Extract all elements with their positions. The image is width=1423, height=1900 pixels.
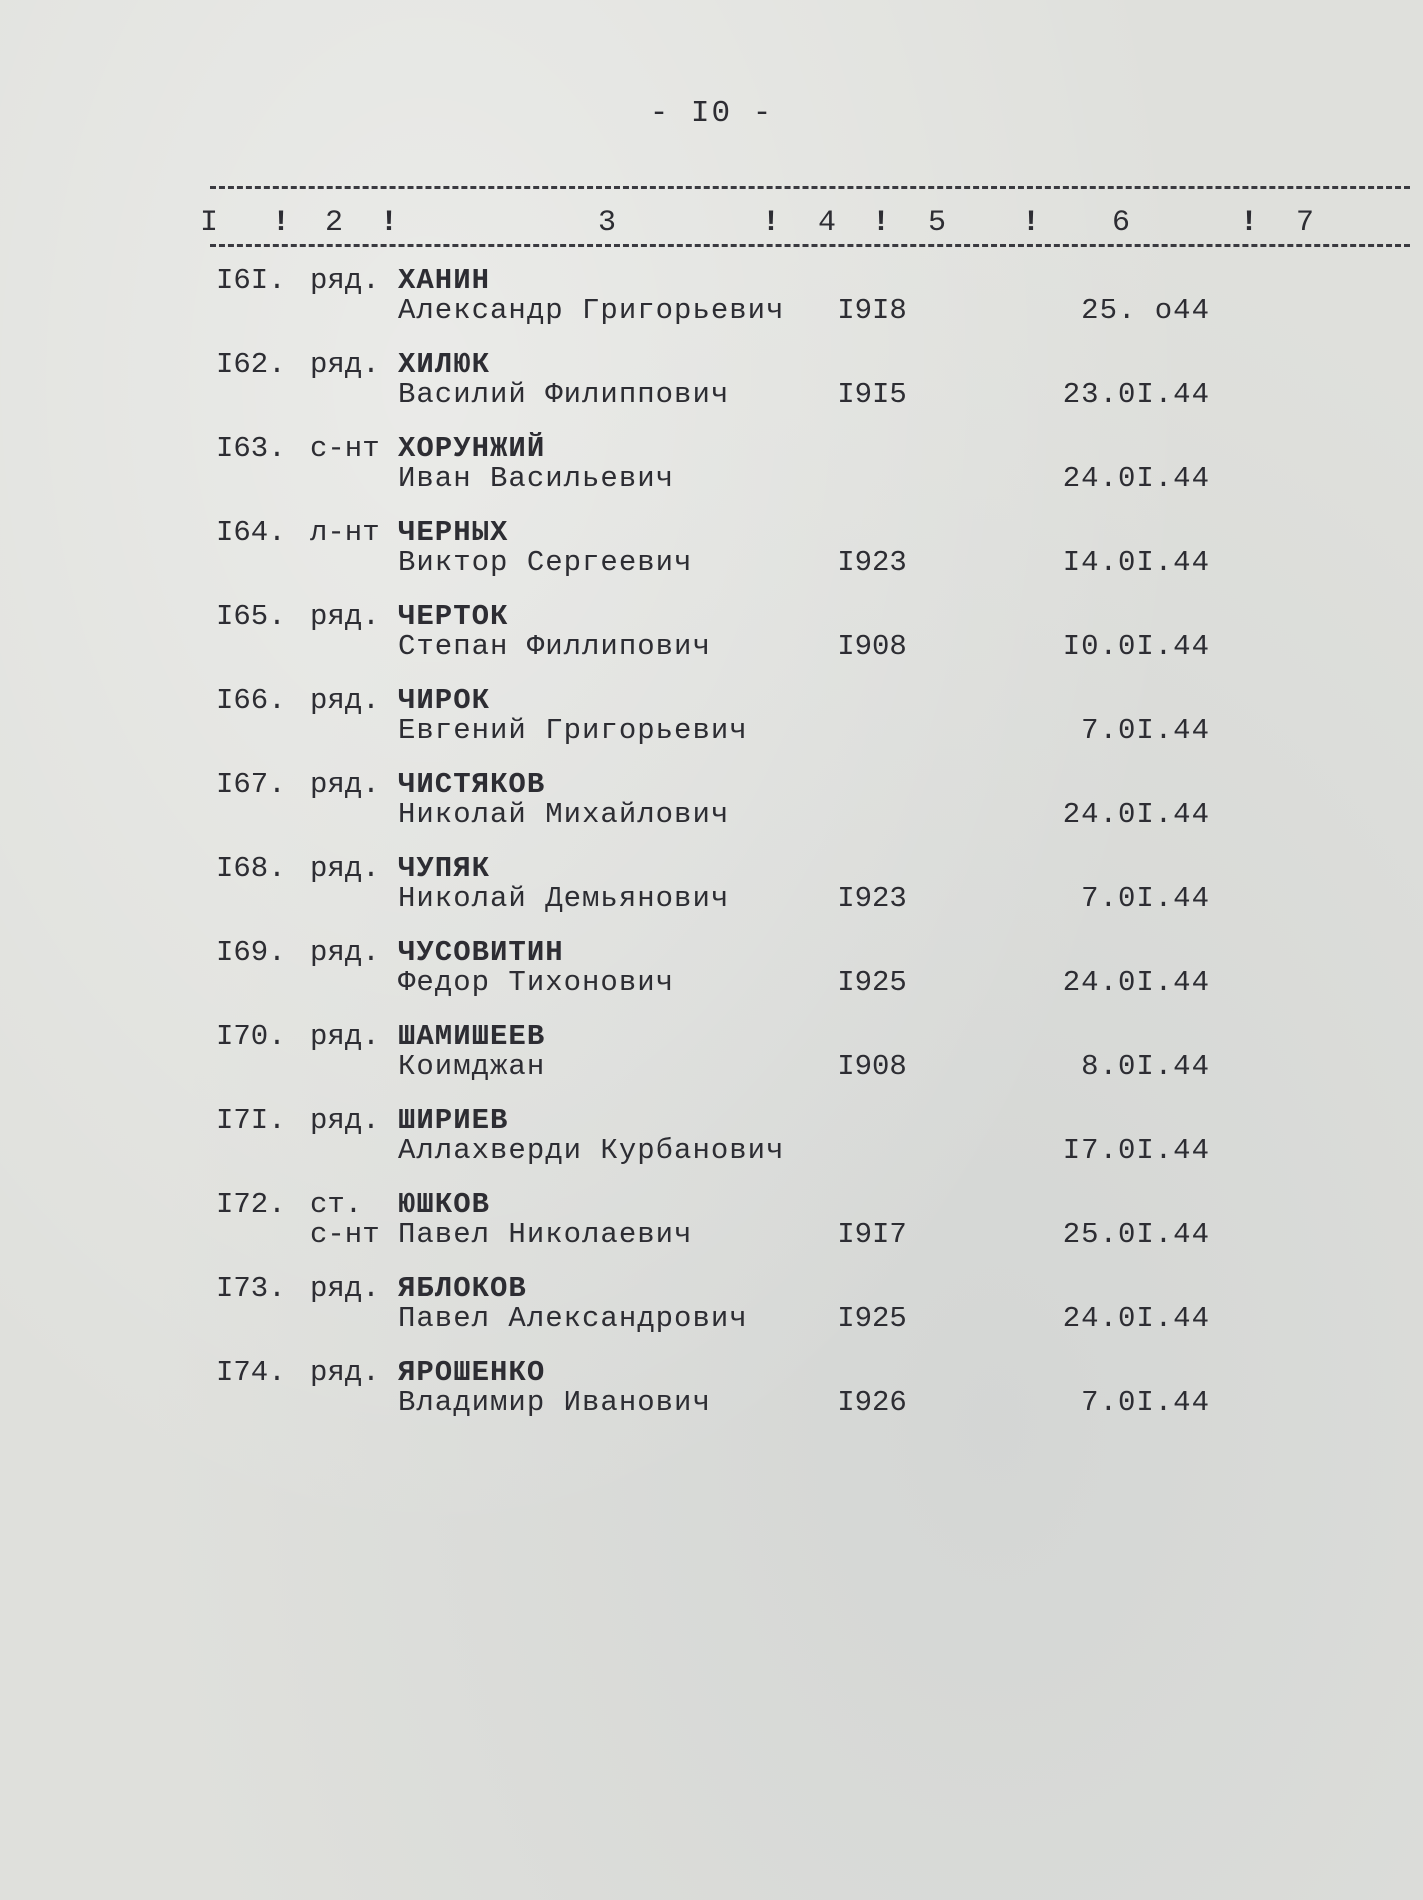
entry-number: I73. [216, 1272, 286, 1305]
entry-rank: ряд. [310, 1104, 380, 1137]
entry-number: I72. [216, 1188, 286, 1221]
entry-given-name: Павел Александрович [398, 1302, 748, 1335]
entry-surname: ЯРОШЕНКО [398, 1356, 546, 1389]
entry-rank: ст. [310, 1188, 363, 1221]
list-entry [0, 770, 1423, 854]
entry-number: I7I. [216, 1104, 286, 1137]
entry-date: 7.0I.44 [1081, 1386, 1210, 1419]
column-heading-7: 7 [1296, 206, 1315, 240]
entry-given-name: Александр Григорьевич [398, 294, 785, 327]
column-heading-1: I [200, 206, 219, 240]
entry-surname: ШАМИШЕЕВ [398, 1020, 546, 1053]
header-bottom-rule [210, 244, 1410, 247]
list-entry [0, 434, 1423, 518]
entry-surname: ХОРУНЖИЙ [398, 432, 546, 465]
entry-rank: ряд. [310, 852, 380, 885]
column-heading-5: 5 [928, 206, 947, 240]
entry-birth-year: I925 [837, 1302, 907, 1335]
entry-surname: ЧИСТЯКОВ [398, 768, 546, 801]
list-entry [0, 266, 1423, 350]
entry-date: 24.0I.44 [1062, 966, 1210, 999]
entry-number: I65. [216, 600, 286, 633]
entry-birth-year: I908 [837, 630, 907, 663]
entry-given-name: Владимир Иванович [398, 1386, 711, 1419]
entry-rank: с-нт [310, 432, 380, 465]
column-heading-2: 2 [325, 206, 344, 240]
column-separator: ! [872, 206, 891, 240]
entry-birth-year: I9I5 [837, 378, 907, 411]
entry-rank: ряд. [310, 600, 380, 633]
entry-date: I0.0I.44 [1062, 630, 1210, 663]
entry-birth-year: I923 [837, 546, 907, 579]
entry-rank: ряд. [310, 1356, 380, 1389]
entry-surname: ХИЛЮК [398, 348, 491, 381]
list-entry [0, 854, 1423, 938]
column-separator: ! [272, 206, 291, 240]
entry-given-name: Василий Филиппович [398, 378, 730, 411]
entry-given-name: Федор Тихонович [398, 966, 675, 999]
entry-number: I64. [216, 516, 286, 549]
entry-surname: ЧЕРТОК [398, 600, 509, 633]
entry-given-name: Павел Николаевич [398, 1218, 693, 1251]
entry-surname: ЯБЛОКОВ [398, 1272, 527, 1305]
entry-surname: ХАНИН [398, 264, 491, 297]
page-number: - I0 - [649, 96, 774, 131]
list-entry [0, 518, 1423, 602]
column-separator: ! [1022, 206, 1041, 240]
list-entry [0, 1190, 1423, 1274]
list-entry [0, 938, 1423, 1022]
entry-surname: ЧЕРНЫХ [398, 516, 509, 549]
entry-number: I70. [216, 1020, 286, 1053]
entry-rank: ряд. [310, 1272, 380, 1305]
entry-birth-year: I926 [837, 1386, 907, 1419]
entry-date: 24.0I.44 [1062, 798, 1210, 831]
entry-number: I63. [216, 432, 286, 465]
entry-rank: ряд. [310, 348, 380, 381]
entry-birth-year: I9I7 [837, 1218, 907, 1251]
entry-surname: ЧУПЯК [398, 852, 491, 885]
entry-given-name: Виктор Сергеевич [398, 546, 693, 579]
entry-number: I69. [216, 936, 286, 969]
entry-rank: ряд. [310, 264, 380, 297]
entry-given-name: Коимджан [398, 1050, 546, 1083]
list-entry [0, 1274, 1423, 1358]
entry-date: 24.0I.44 [1062, 1302, 1210, 1335]
column-separator: ! [762, 206, 781, 240]
entry-date: 8.0I.44 [1081, 1050, 1210, 1083]
entry-rank: ряд. [310, 684, 380, 717]
entry-date: 25.0I.44 [1062, 1218, 1210, 1251]
entry-given-name: Николай Михайлович [398, 798, 730, 831]
entry-date: 7.0I.44 [1081, 714, 1210, 747]
entry-surname: ЮШКОВ [398, 1188, 491, 1221]
list-entry [0, 602, 1423, 686]
entry-rank-line2: с-нт [310, 1218, 380, 1251]
list-entry [0, 1022, 1423, 1106]
entry-surname: ЧУСОВИТИН [398, 936, 564, 969]
entry-given-name: Аллахверди Курбанович [398, 1134, 785, 1167]
entry-surname: ЧИРОК [398, 684, 491, 717]
entry-date: I7.0I.44 [1062, 1134, 1210, 1167]
entry-given-name: Степан Филлипович [398, 630, 711, 663]
entry-date: 23.0I.44 [1062, 378, 1210, 411]
entry-number: I68. [216, 852, 286, 885]
entry-rank: ряд. [310, 1020, 380, 1053]
entry-given-name: Евгений Григорьевич [398, 714, 748, 747]
list-entry [0, 686, 1423, 770]
column-heading-4: 4 [818, 206, 837, 240]
column-heading-3: 3 [598, 206, 617, 240]
entry-number: I62. [216, 348, 286, 381]
entry-birth-year: I9I8 [837, 294, 907, 327]
entry-date: I4.0I.44 [1062, 546, 1210, 579]
entry-given-name: Николай Демьянович [398, 882, 730, 915]
entry-birth-year: I923 [837, 882, 907, 915]
entry-number: I66. [216, 684, 286, 717]
entry-number: I74. [216, 1356, 286, 1389]
entry-surname: ШИРИЕВ [398, 1104, 509, 1137]
entry-rank: ряд. [310, 768, 380, 801]
entry-date: 25. о44 [1081, 294, 1210, 327]
list-entry [0, 1358, 1423, 1442]
column-separator: ! [380, 206, 399, 240]
list-entry [0, 1106, 1423, 1190]
list-entry [0, 350, 1423, 434]
column-heading-6: 6 [1112, 206, 1131, 240]
entry-number: I6I. [216, 264, 286, 297]
entry-date: 7.0I.44 [1081, 882, 1210, 915]
entry-birth-year: I925 [837, 966, 907, 999]
header-top-rule [210, 186, 1410, 189]
entry-birth-year: I908 [837, 1050, 907, 1083]
entry-number: I67. [216, 768, 286, 801]
entry-rank: л-нт [310, 516, 380, 549]
entry-rank: ряд. [310, 936, 380, 969]
column-separator: ! [1240, 206, 1259, 240]
entry-given-name: Иван Васильевич [398, 462, 675, 495]
entry-date: 24.0I.44 [1062, 462, 1210, 495]
